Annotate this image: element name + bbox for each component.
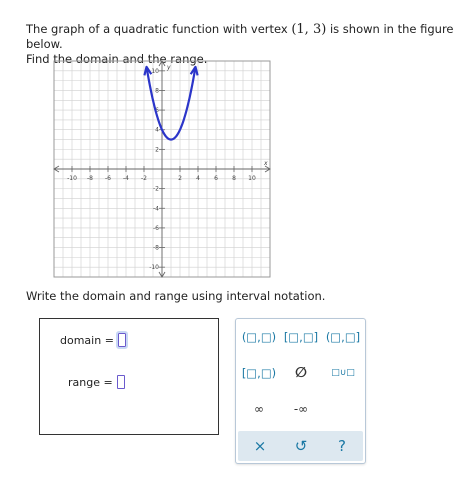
union-button[interactable]: □∪□ <box>331 368 355 378</box>
x-tick-label: -2 <box>141 175 147 182</box>
y-tick-label: 10 <box>151 67 159 75</box>
range-label: range = <box>68 375 113 389</box>
interval-palette <box>235 318 366 464</box>
help-button[interactable]: ? <box>338 437 346 455</box>
x-tick-label: 4 <box>196 175 200 182</box>
closed-interval-button[interactable]: [□,□] <box>283 330 319 344</box>
graph-tick-labels <box>67 68 256 271</box>
empty-set-button[interactable]: ∅ <box>295 365 307 381</box>
half-open-left-button[interactable]: (□,□] <box>325 330 361 344</box>
y-tick-label: -4 <box>153 205 159 213</box>
answer-box <box>39 318 219 435</box>
problem-line-1 <box>26 22 456 52</box>
y-tick-label: 6 <box>155 107 159 115</box>
range-input[interactable] <box>117 375 125 389</box>
y-tick-label: 4 <box>155 126 159 134</box>
y-axis-label: y <box>167 64 171 71</box>
x-tick-label: 2 <box>178 175 182 182</box>
problem-line-2: Find the domain and the range. <box>26 52 208 66</box>
y-tick-label: -8 <box>153 244 159 252</box>
range-row <box>68 375 125 389</box>
x-tick-label: 8 <box>232 175 236 182</box>
instruction-text: Write the domain and range using interval notation. <box>26 289 326 303</box>
x-tick-label: -6 <box>105 175 111 182</box>
problem-text: The graph of a quadratic function with vertex <box>26 22 292 36</box>
x-tick-label: -4 <box>123 175 129 182</box>
open-interval-button[interactable]: (□,□) <box>241 330 277 344</box>
palette-footer <box>238 431 363 461</box>
domain-row <box>60 333 126 347</box>
y-tick-label: 8 <box>155 87 159 95</box>
clear-button[interactable]: × <box>253 437 267 455</box>
y-tick-label: -6 <box>153 224 159 232</box>
vertex-value: (1, 3) <box>291 22 327 37</box>
x-axis-label: x <box>264 160 268 167</box>
domain-label: domain = <box>60 333 114 347</box>
x-tick-label: 6 <box>214 175 218 182</box>
parabola-graph <box>53 60 271 278</box>
infinity-button[interactable]: ∞ <box>254 402 264 416</box>
y-tick-label: -10 <box>149 264 159 272</box>
x-tick-label: -8 <box>87 175 93 182</box>
y-tick-label: -2 <box>153 185 159 193</box>
half-open-right-button[interactable]: [□,□) <box>241 366 277 380</box>
graph-axes <box>54 61 270 277</box>
problem-text-end: is shown in the figure below. <box>26 22 454 51</box>
undo-button[interactable]: ↺ <box>294 437 308 455</box>
neg-infinity-button[interactable]: -∞ <box>293 402 309 416</box>
y-tick-label: 2 <box>155 146 159 154</box>
domain-input[interactable] <box>118 333 126 347</box>
x-tick-label: -10 <box>67 175 77 182</box>
x-tick-label: 10 <box>248 175 256 182</box>
